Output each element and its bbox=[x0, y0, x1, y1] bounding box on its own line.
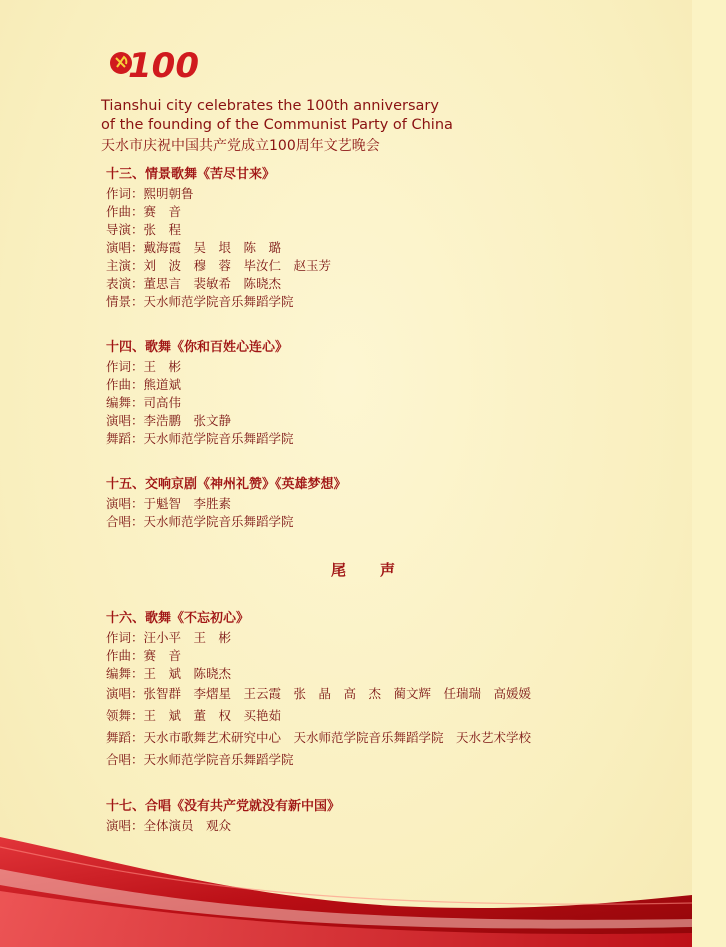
credit-line: 作词：熙明朝鲁 bbox=[106, 186, 194, 201]
program-item-14 bbox=[106, 338, 646, 448]
credit-line: 演唱：戴海霞 吴 垠 陈 璐 bbox=[106, 240, 282, 255]
credit-line: 作曲：熊道斌 bbox=[106, 377, 182, 392]
party-emblem-icon bbox=[108, 42, 199, 86]
credit-line: 演唱：全体演员 观众 bbox=[106, 818, 232, 833]
section-gap bbox=[106, 311, 646, 338]
credit-line: 编舞：司高伟 bbox=[106, 395, 182, 410]
program-title-15: 十五、交响京剧《神州礼赞》《英雄梦想》 bbox=[106, 477, 347, 492]
credit-line: 演唱：李浩鹏 张文静 bbox=[106, 413, 232, 428]
credit-line: 演唱：于魁智 李胜素 bbox=[106, 496, 232, 511]
credit-line: 合唱：天水师范学院音乐舞蹈学院 bbox=[106, 752, 294, 767]
program-item-13 bbox=[106, 165, 646, 311]
coda-heading: 尾声 bbox=[330, 561, 429, 579]
program-title-17: 十七、合唱《没有共产党就没有新中国》 bbox=[106, 799, 341, 814]
section-gap bbox=[106, 448, 646, 475]
credit-line: 合唱：天水师范学院音乐舞蹈学院 bbox=[106, 514, 294, 529]
credit-line: 作曲：赛 音 bbox=[106, 648, 182, 663]
program-item-16 bbox=[106, 609, 646, 771]
credit-line: 舞蹈：天水市歌舞艺术研究中心 天水师范学院音乐舞蹈学院 天水艺术学校 bbox=[106, 730, 532, 745]
credit-line: 领舞：王 斌 董 权 买艳茹 bbox=[106, 708, 282, 723]
centenary-logo bbox=[108, 42, 199, 86]
credit-line: 编舞：王 斌 陈晓杰 bbox=[106, 666, 232, 681]
title-en-line2: of the founding of the Communist Party of China bbox=[101, 117, 453, 133]
red-ribbon-decoration bbox=[0, 807, 692, 947]
credit-line: 作词：汪小平 王 彬 bbox=[106, 630, 232, 645]
credit-line: 演唱：张智群 李熠星 王云霞 张 晶 高 杰 蔺文辉 任瑞瑞 高媛媛 bbox=[106, 686, 532, 701]
title-english bbox=[101, 97, 453, 135]
program-list bbox=[106, 165, 646, 835]
program-item-15 bbox=[106, 475, 646, 531]
credit-line: 舞蹈：天水师范学院音乐舞蹈学院 bbox=[106, 431, 294, 446]
program-title-14: 十四、歌舞《你和百姓心连心》 bbox=[106, 340, 289, 355]
credit-line: 作词：王 彬 bbox=[106, 359, 182, 374]
credit-line: 主演：刘 波 穆 蓉 毕汝仁 赵玉芳 bbox=[106, 258, 332, 273]
section-gap bbox=[106, 771, 646, 797]
title-chinese: 天水市庆祝中国共产党成立100周年文艺晚会 bbox=[101, 138, 380, 154]
program-title-13: 十三、情景歌舞《苦尽甘来》 bbox=[106, 167, 276, 182]
credit-line: 表演：董思言 裴敏希 陈晓杰 bbox=[106, 276, 282, 291]
program-title-16: 十六、歌舞《不忘初心》 bbox=[106, 611, 250, 626]
credit-line: 导演：张 程 bbox=[106, 222, 182, 237]
title-en-line1: Tianshui city celebrates the 100th anniversary bbox=[101, 98, 439, 114]
credit-line: 作曲：赛 音 bbox=[106, 204, 182, 219]
logo-number: 100 bbox=[128, 46, 199, 86]
credit-line: 情景：天水师范学院音乐舞蹈学院 bbox=[106, 294, 294, 309]
